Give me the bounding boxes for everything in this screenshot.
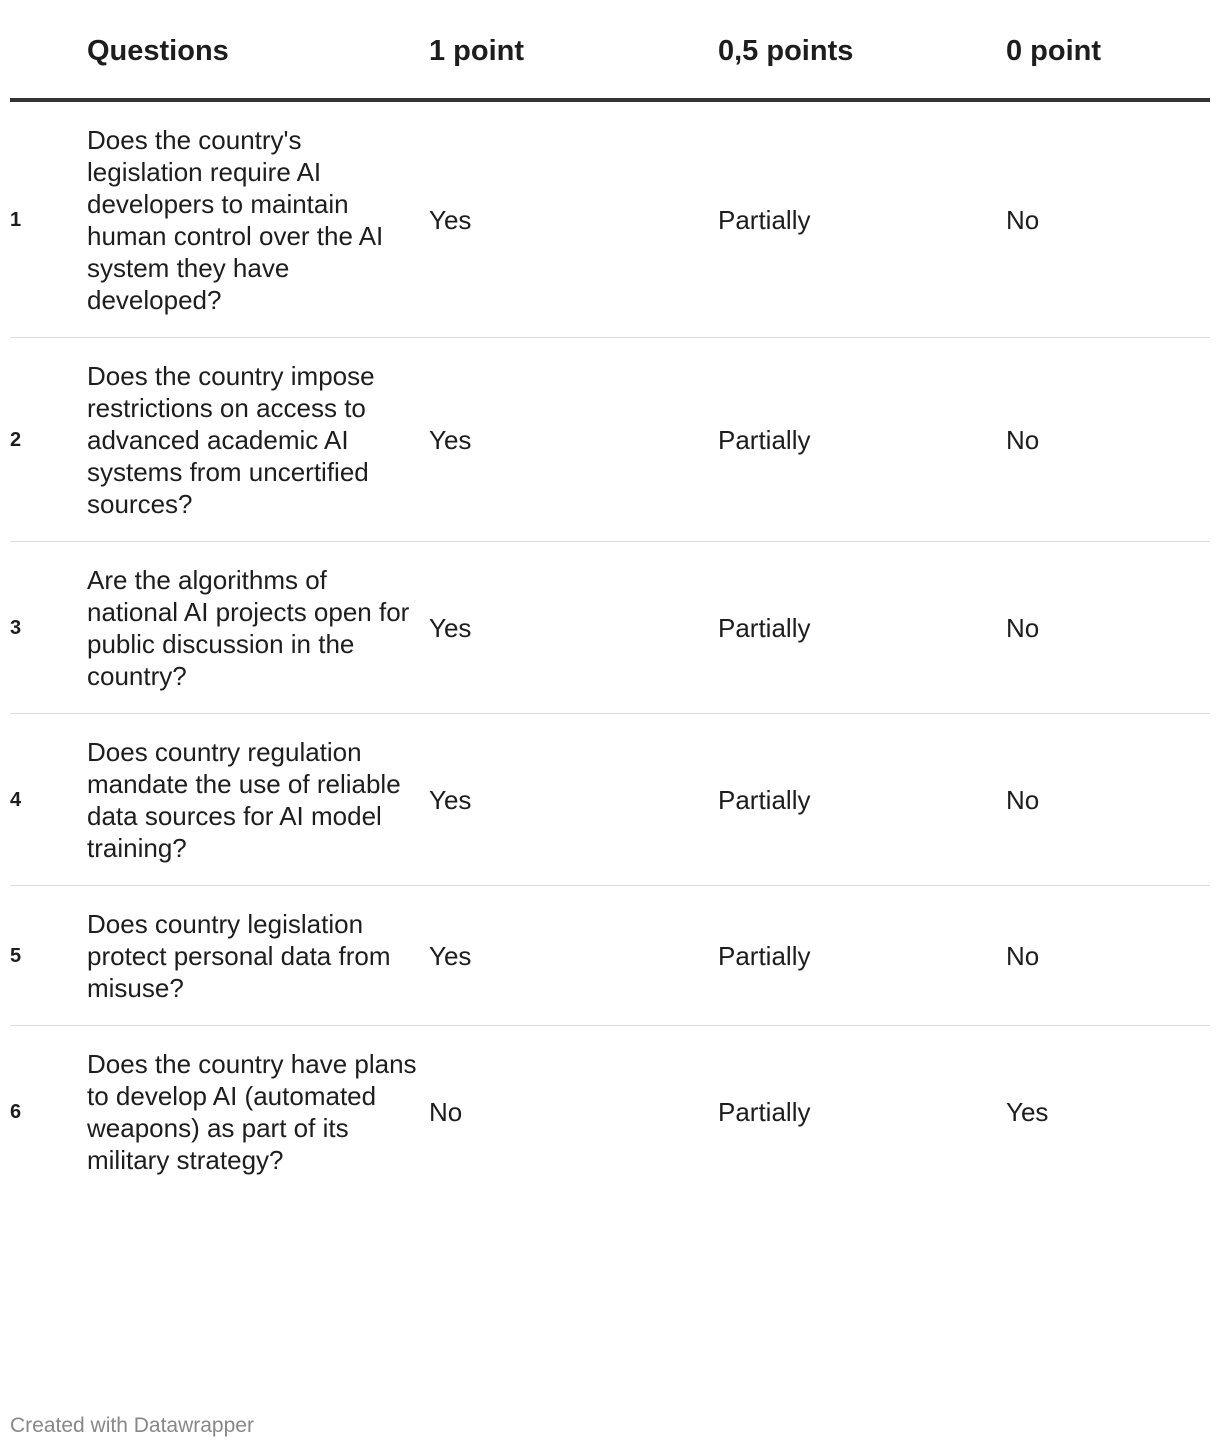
zero-point-cell: No (1006, 100, 1210, 338)
question-cell: Does the country's legislation require AI developers to maintain human control over the AI system they have developed? (87, 100, 429, 338)
header-half-point-label: 0,5 points (718, 34, 854, 67)
question-cell: Does the country impose restrictions on access to advanced academic AI systems from uncertified sources? (87, 338, 429, 542)
table-row (10, 338, 1210, 542)
table-header (10, 0, 1210, 100)
question-cell: Does country legislation protect personal data from misuse? (87, 886, 429, 1026)
question-cell: Does the country have plans to develop AI (automated weapons) as part of its military strategy? (87, 1049, 417, 1175)
row-number: 2 (10, 338, 87, 542)
header-half-point (718, 0, 1006, 100)
one-point-cell: Yes (429, 886, 718, 1026)
one-point-cell: No (429, 1096, 463, 1127)
zero-point-cell: No (1006, 714, 1210, 886)
header-questions-label: Questions (87, 34, 229, 67)
header-questions (87, 0, 429, 100)
one-point-cell: Yes (429, 542, 718, 714)
header-number (10, 0, 87, 100)
header-zero-point (1006, 0, 1210, 100)
one-point-cell: Yes (429, 714, 718, 886)
header-zero-point-label: 0 point (1006, 34, 1102, 67)
one-point-cell: Yes (429, 100, 718, 338)
zero-point-cell: No (1006, 886, 1210, 1026)
row-number: 3 (10, 542, 87, 714)
half-point-cell: Partially (718, 1096, 811, 1127)
table-row (10, 886, 1210, 1026)
one-point-cell: Yes (429, 338, 718, 542)
table-row (10, 100, 1210, 338)
row-number: 4 (10, 714, 87, 886)
header-one-point (429, 0, 718, 100)
zero-point-cell: No (1006, 338, 1210, 542)
zero-point-cell: Yes (1006, 1096, 1049, 1127)
question-cell: Does country regulation mandate the use of reliable data sources for AI model training? (87, 714, 429, 886)
half-point-cell: Partially (718, 338, 1006, 542)
row-number: 6 (10, 1100, 22, 1123)
table-row (10, 542, 1210, 714)
question-cell: Are the algorithms of national AI projects open for public discussion in the country? (87, 542, 429, 714)
scoring-table (10, 0, 1210, 1197)
half-point-cell: Partially (718, 100, 1006, 338)
table-body (10, 100, 1210, 1197)
half-point-cell: Partially (718, 886, 1006, 1026)
header-row (10, 0, 1210, 100)
table-row (10, 1026, 1210, 1198)
table-row (10, 714, 1210, 886)
half-point-cell: Partially (718, 714, 1006, 886)
zero-point-cell: No (1006, 542, 1210, 714)
scoring-table-container (10, 0, 1210, 1197)
row-number: 1 (10, 100, 87, 338)
half-point-cell: Partially (718, 542, 1006, 714)
header-one-point-label: 1 point (429, 34, 525, 67)
row-number: 5 (10, 886, 87, 1026)
datawrapper-credit[interactable]: Created with Datawrapper (10, 1414, 254, 1437)
